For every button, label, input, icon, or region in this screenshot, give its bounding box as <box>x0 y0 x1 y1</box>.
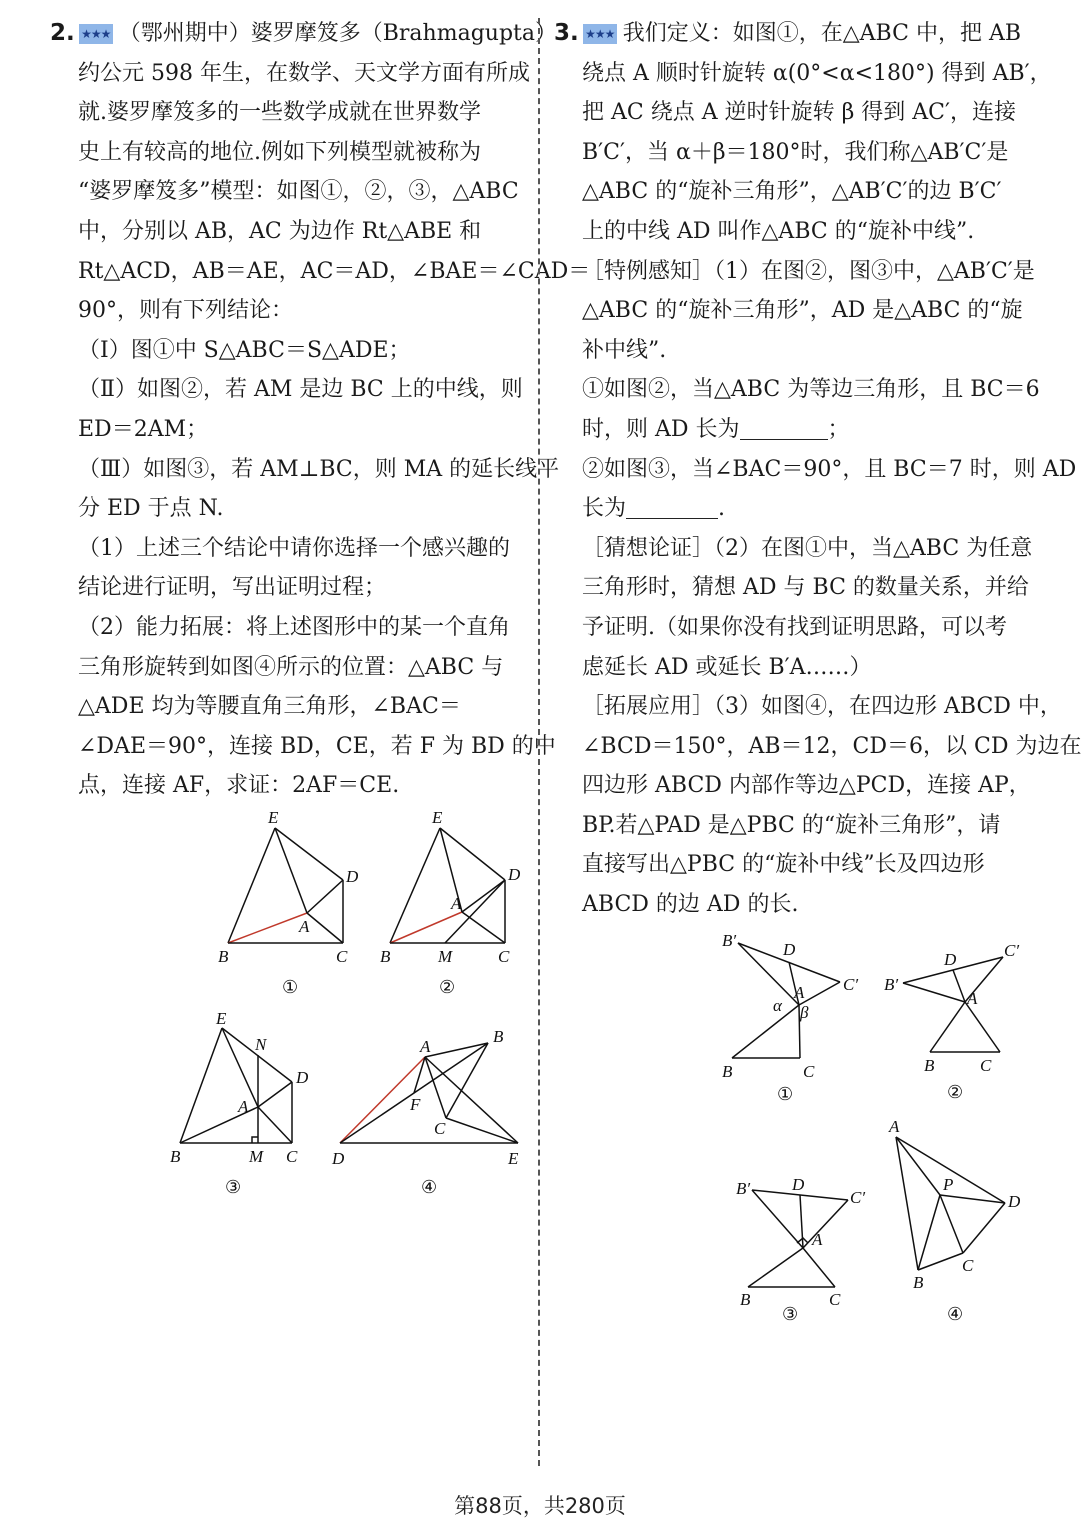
svg-text:C′: C′ <box>1004 941 1020 960</box>
q3-line: 虑延长 AD 或延长 B′A……） <box>582 654 872 680</box>
q2-line-0: 2. ★★★ （鄂州期中）婆罗摩笈多（Brahmagupta） <box>50 20 557 46</box>
q2-line: （Ⅱ）如图②，若 AM 是边 BC 上的中线，则 <box>78 377 523 403</box>
q2-line: 中，分别以 AB，AC 为边作 Rt△ABE 和 <box>78 218 482 244</box>
svg-text:A: A <box>812 1230 823 1249</box>
svg-text:①: ① <box>282 977 299 998</box>
svg-text:B: B <box>493 1027 504 1046</box>
q3-line: 四边形 ABCD 内部作等边△PCD，连接 AP， <box>582 773 1031 799</box>
q2-line: （2）能力拓展：将上述图形中的某一个直角 <box>78 614 510 640</box>
q2-line: （Ⅲ）如图③，若 AM⊥BC，则 MA 的延长线平 <box>78 456 560 482</box>
q2-line: △ADE 均为等腰直角三角形，∠BAC＝ <box>78 694 461 720</box>
svg-text:E: E <box>268 808 279 827</box>
svg-text:D: D <box>296 1068 309 1087</box>
svg-text:C: C <box>286 1147 298 1166</box>
svg-text:C: C <box>829 1290 841 1309</box>
q2-line: 就.婆罗摩笈多的一些数学成就在世界数学 <box>78 100 481 126</box>
svg-text:A: A <box>794 983 805 1002</box>
svg-text:D: D <box>332 1149 345 1168</box>
q2-line: 点，连接 AF，求证：2AF＝CE. <box>78 773 400 799</box>
svg-text:A: A <box>967 989 978 1008</box>
q3-number: 3. <box>554 20 579 46</box>
page-footer: 第88页，共280页 <box>454 1494 626 1518</box>
svg-text:A: A <box>299 917 310 936</box>
svg-text:C: C <box>434 1119 446 1138</box>
svg-text:C: C <box>498 947 510 966</box>
q3-line: 绕点 A 顺时针旋转 α(0°<α<180°) 得到 AB′， <box>582 60 1052 86</box>
svg-text:A: A <box>451 894 462 913</box>
q3-figure-2 <box>884 941 1019 1103</box>
svg-text:M: M <box>438 947 453 966</box>
q2-line: （Ⅰ）图①中 S△ABC＝S△ADE； <box>78 337 411 363</box>
q3-line: ∠BCD＝150°，AB＝12，CD＝6，以 CD 为边在 <box>582 733 1081 759</box>
q3-line: ［猜想论证］（2）在图①中，当△ABC 为任意 <box>582 535 1033 561</box>
q3-line: 补中线”. <box>582 337 667 363</box>
svg-text:④: ④ <box>421 1177 438 1198</box>
svg-text:D: D <box>508 865 521 884</box>
q2-line: Rt△ACD，AB＝AE，AC＝AD，∠BAE＝∠CAD＝ <box>78 258 591 284</box>
q2-line: ∠DAE＝90°，连接 BD，CE，若 F 为 BD 的中 <box>78 733 556 759</box>
q3-figure-4 <box>888 1117 1021 1325</box>
svg-text:D: D <box>1008 1192 1021 1211</box>
q3-line-blank-2: 长为 . <box>582 496 726 522</box>
q3-line: ［拓展应用］（3）如图④，在四边形 ABCD 中， <box>582 694 1062 720</box>
q3-figure-3 <box>736 1175 865 1325</box>
svg-text:A: A <box>889 1117 900 1136</box>
svg-text:A: A <box>420 1037 431 1056</box>
svg-text:F: F <box>410 1095 421 1114</box>
q3-line: 直接写出△PBC 的“旋补中线”长及四边形 <box>582 852 985 878</box>
q3-line-0: 3. ★★★ 我们定义：如图①，在△ABC 中，把 AB <box>554 20 1022 46</box>
q3-line: 上的中线 AD 叫作△ABC 的“旋补中线”. <box>582 218 975 244</box>
svg-text:②: ② <box>947 1082 964 1103</box>
svg-text:C: C <box>803 1062 815 1081</box>
svg-text:B: B <box>218 947 229 966</box>
svg-text:B′: B′ <box>722 931 737 950</box>
q3-line: 三角形时，猜想 AD 与 BC 的数量关系，并给 <box>582 575 1029 601</box>
svg-text:①: ① <box>777 1084 794 1105</box>
svg-text:C: C <box>962 1256 974 1275</box>
q3-line: BP.若△PAD 是△PBC 的“旋补三角形”，请 <box>582 812 1001 838</box>
svg-text:B: B <box>722 1062 733 1081</box>
q3-line-blank-1: 时，则 AD 长为 ； <box>582 416 850 442</box>
svg-text:B: B <box>924 1056 935 1075</box>
svg-text:B: B <box>740 1290 751 1309</box>
q3-line: ABCD 的边 AD 的长. <box>582 892 799 918</box>
svg-text:D: D <box>346 867 359 886</box>
q3-line: ②如图③，当∠BAC＝90°，且 BC＝7 时，则 AD <box>582 456 1077 482</box>
difficulty-badge: ★★★ <box>583 24 617 44</box>
svg-text:B: B <box>380 947 391 966</box>
difficulty-badge: ★★★ <box>79 24 113 44</box>
q2-line: （1）上述三个结论中请你选择一个感兴趣的 <box>78 535 510 561</box>
svg-text:E: E <box>216 1009 227 1028</box>
q3-line: △ABC 的“旋补三角形”，△AB′C′的边 B′C′ <box>582 179 1002 205</box>
q3-figure-1 <box>722 931 858 1105</box>
svg-text:B′: B′ <box>736 1179 751 1198</box>
svg-text:M: M <box>249 1147 264 1166</box>
svg-text:C: C <box>336 947 348 966</box>
svg-text:D: D <box>944 950 957 969</box>
svg-text:②: ② <box>439 977 456 998</box>
q3-line: B′C′，当 α＋β＝180°时，我们称△AB′C′是 <box>582 139 1009 165</box>
q3-line: 予证明.（如果你没有找到证明思路，可以考 <box>582 614 1007 640</box>
svg-text:B: B <box>913 1273 924 1292</box>
svg-text:D: D <box>792 1175 805 1194</box>
svg-text:E: E <box>432 808 443 827</box>
q2-line: 90°，则有下列结论： <box>78 298 293 324</box>
q3-line: 把 AC 绕点 A 逆时针旋转 β 得到 AC′，连接 <box>582 100 1016 126</box>
svg-text:③: ③ <box>225 1177 242 1198</box>
q3-line: △ABC 的“旋补三角形”，AD 是△ABC 的“旋 <box>582 298 1023 324</box>
svg-text:C′: C′ <box>843 975 859 994</box>
svg-text:E: E <box>508 1149 519 1168</box>
svg-text:A: A <box>238 1097 249 1116</box>
q2-line: 约公元 598 年生，在数学、天文学方面有所成 <box>78 60 530 86</box>
svg-text:B: B <box>170 1147 181 1166</box>
svg-text:β: β <box>800 1003 809 1022</box>
svg-text:③: ③ <box>782 1304 799 1325</box>
svg-text:α: α <box>773 996 782 1015</box>
q2-line: 史上有较高的地位.例如下列模型就被称为 <box>78 139 481 165</box>
svg-text:N: N <box>255 1035 267 1054</box>
svg-text:④: ④ <box>947 1304 964 1325</box>
q2-line: 分 ED 于点 N. <box>78 496 224 522</box>
svg-text:D: D <box>783 940 796 959</box>
svg-text:C: C <box>980 1056 992 1075</box>
svg-text:C′: C′ <box>850 1188 866 1207</box>
q2-line: ED＝2AM； <box>78 416 209 442</box>
q2-number: 2. <box>50 20 75 46</box>
q3-line: ［特例感知］（1）在图②，图③中，△AB′C′是 <box>582 258 1035 284</box>
svg-text:B′: B′ <box>884 975 899 994</box>
svg-text:P: P <box>943 1175 954 1194</box>
q2-line: 三角形旋转到如图④所示的位置：△ABC 与 <box>78 654 504 680</box>
q3-line: ①如图②，当△ABC 为等边三角形，且 BC＝6 <box>582 377 1040 403</box>
q2-line: 结论进行证明，写出证明过程； <box>78 575 387 601</box>
q2-line: “婆罗摩笈多”模型：如图①，②，③，△ABC <box>78 179 519 205</box>
